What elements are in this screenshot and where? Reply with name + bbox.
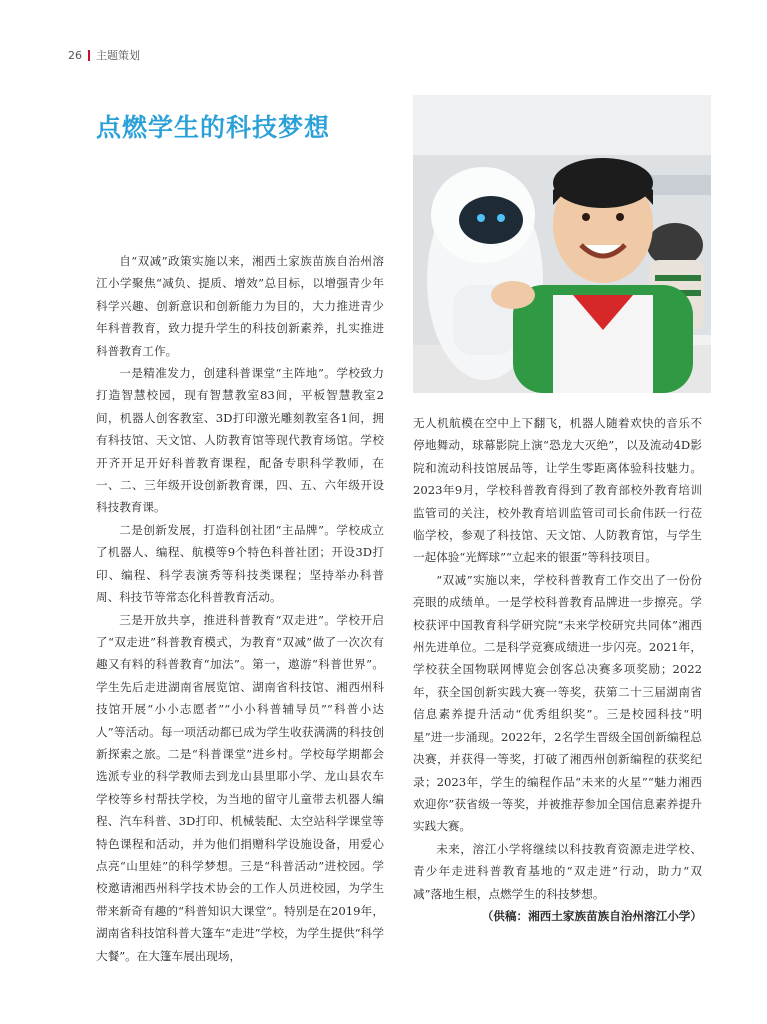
paragraph-intro: 自“双减”政策实施以来，湘西土家族苗族自治州溶江小学聚焦“减负、提质、增效”总目标，以增强青少年科学兴趣、创新意识和创新能力为目的，大力推进青少年科普教育，致力提升学生的科技创新素养，扎实推进科普教育工作。 — [96, 254, 384, 358]
photo-boy-with-robot — [413, 95, 711, 393]
section-label: 主题策划 — [96, 49, 140, 62]
paragraph-continuation: 无人机航模在空中上下翻飞，机器人随着欢快的音乐不停地舞动，球幕影院上演“恐龙大灭绝”，以及流动4D影院和流动科技馆展品等，让学生零距离体验科技魅力。2023年9月，学校科普教育得到了教育部校外教育培训监管司的关注，校外教育培训监管司司长俞伟跃一行莅临学校，参观了科技馆、天文馆、人防教育馆，与学生一起体验“光辉球”“立起来的银蛋”等科技项目。 — [413, 416, 702, 565]
paragraph-point-3: 三是开放共享，推进科普教育“双走进”。学校开启了“双走进”科普教育模式，为教育“双减”做了一次次有趣又有料的科普教育“加法”。第一，遨游“科普世界”。学生先后走进湖南省展览馆、湖南省科技馆、湘西州科技馆开展“小小志愿者”“小小科普辅导员”“科普小达人”等活动。每一项活动都已成为学生收获满满的科技创新探索之旅。二是“科普课堂”进乡村。学校每学期都会选派专业的科学教师去到龙山县里耶小学、龙山县农车学校等乡村帮扶学校，为当地的留守儿童带去机器人编程、汽车科普、3D打印、机械装配、太空站科学课堂等特色课程和活动，并为他们捐赠科学设施设备，用爱心点亮“山里娃”的科学梦想。三是“科普活动”进校园。学校邀请湘西州科学技术协会的工作人员进校园，为学生带来新奇有趣的“科普知识大课堂”。特别是在2019年，湖南省科技馆科普大篷车“走进”学校，为学生提供“科学大餐”。在大篷车展出现场， — [96, 612, 384, 963]
article-column-left — [96, 250, 384, 967]
paragraph-point-2: 二是创新发展，打造科创社团“主品牌”。学校成立了机器人、编程、航模等9个特色科普社团；开设3D打印、编程、科学表演秀等科技类课程；坚持举办科普周、科技节等常态化科普教育活动。 — [96, 522, 384, 605]
page-number: 26 — [68, 48, 82, 62]
paragraph-achievements: “双减”实施以来，学校科普教育工作交出了一份份亮眼的成绩单。一是学校科普教育品牌进一步擦亮。学校获评中国教育科学研究院“未来学校研究共同体”湘西州先进单位。二是科学竞赛成绩进一步闪亮。2021年，学校获全国物联网博览会创客总决赛多项奖励；2022年，获全国创新实践大赛一等奖，获第二十三届湖南省信息素养提升活动“优秀组织奖”。三是校园科技“明星”进一步涌现。2022年，2名学生晋级全国创新编程总决赛，并获得一等奖，打破了湘西州创新编程的获奖纪录；2023年，学生的编程作品“未来的火星”“魅力湘西欢迎你”获省级一等奖，并被推荐参加全国信息素养提升实践大赛。 — [413, 572, 702, 834]
paragraph-point-1: 一是精准发力，创建科普课堂“主阵地”。学校致力打造智慧校园，现有智慧教室83间，平板智慧教室2间，机器人创客教室、3D打印激光雕刻教室各1间，拥有科技馆、天文馆、人防教育馆等现代教育场馆。学校开齐开足开好科普教育课程，配备专职科学教师，在一、二、三年级开设创新教育课，四、五、六年级开设科技教育课。 — [96, 366, 384, 515]
header-divider — [88, 50, 90, 61]
article-credit: （供稿：湘西土家族苗族自治州溶江小学） — [481, 908, 702, 923]
page-header — [68, 47, 140, 63]
article-title: 点燃学生的科技梦想 — [96, 113, 331, 142]
article-column-right — [413, 412, 702, 927]
paragraph-future: 未来，溶江小学将继续以科技教育资源走进学校、青少年走进科普教育基地的“双走进”行动，助力“双减”落地生根，点燃学生的科技梦想。 — [413, 841, 702, 901]
